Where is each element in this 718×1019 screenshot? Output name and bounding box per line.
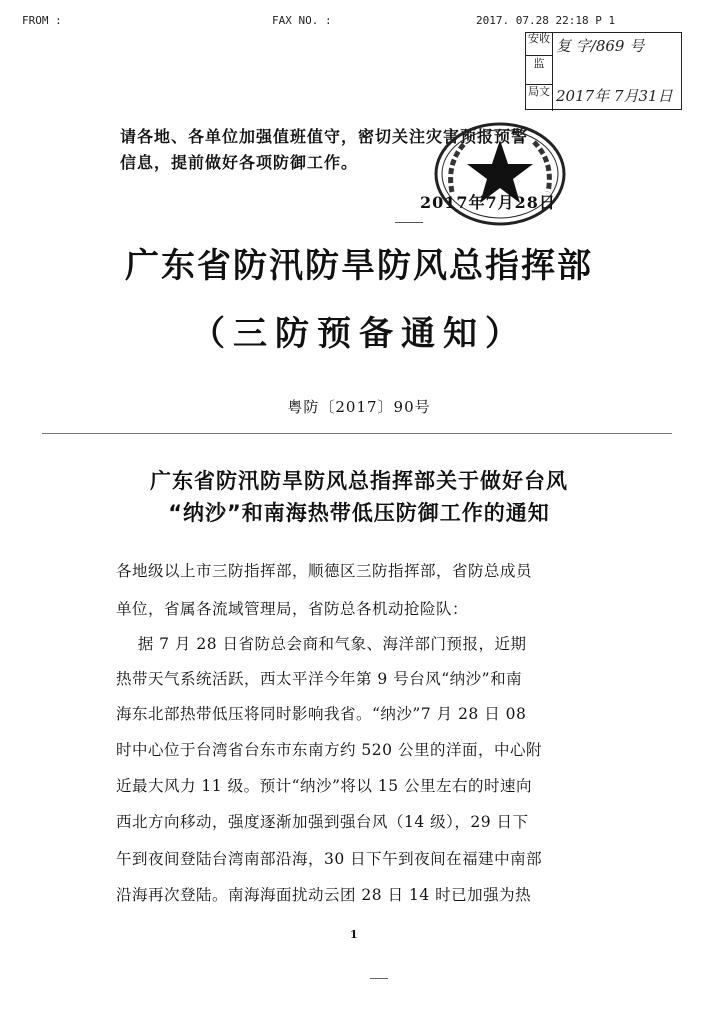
notice-title-line-1: 广东省防汛防旱防风总指挥部关于做好台风 bbox=[150, 469, 568, 493]
notice-title-line-2: “纳沙”和南海热带低压防御工作的通知 bbox=[168, 501, 550, 525]
divider-main bbox=[42, 433, 672, 434]
body-line: 沿海再次登陆。南海海面扰动云团 28 日 14 时已加强为热 bbox=[116, 886, 532, 904]
signing-date: 2017年7月28日 bbox=[420, 193, 556, 212]
intro-line-2: 信息，提前做好各项防御工作。 bbox=[120, 153, 359, 172]
page-number: 1 bbox=[350, 928, 358, 941]
fax-from: FROM : bbox=[22, 14, 62, 27]
stamp-received-date: 2017年 7月31日 bbox=[556, 87, 673, 105]
body-line: 热带天气系统活跃，西太平洋今年第 9 号台风“纳沙”和南 bbox=[116, 670, 523, 688]
intro-line-1: 请各地、各单位加强值班值守，密切关注灾害预报预警 bbox=[120, 127, 529, 146]
fax-datetime: 2017. 07.28 22:18 P 1 bbox=[476, 14, 616, 27]
fax-header bbox=[0, 14, 718, 34]
footer-mark bbox=[370, 978, 388, 979]
body-line: 近最大风力 11 级。预计“纳沙”将以 15 公里左右的时速向 bbox=[116, 777, 533, 795]
page-title: 广东省防汛防旱防风总指挥部 bbox=[125, 246, 593, 286]
divider-short bbox=[395, 222, 423, 223]
receipt-stamp bbox=[525, 32, 682, 110]
body-line: 单位，省属各流域管理局，省防总各机动抢险队： bbox=[116, 600, 469, 618]
body-line: 时中心位于台湾省台东市东南方约 520 公里的洋面，中心附 bbox=[116, 741, 542, 759]
stamp-label-1: 安收 bbox=[526, 33, 553, 56]
stamp-label-2: 监 bbox=[526, 56, 553, 85]
stamp-file-number: 复 字/869 号 bbox=[556, 37, 645, 55]
body-line: 海东北部热带低压将同时影响我省。“纳沙”7 月 28 日 08 bbox=[116, 705, 527, 723]
stamp-label-3: 局文 bbox=[526, 84, 553, 111]
body-line: 各地级以上市三防指挥部，顺德区三防指挥部，省防总成员 bbox=[116, 562, 533, 580]
body-line: 西北方向移动，强度逐渐加强到强台风（14 级），29 日下 bbox=[116, 813, 529, 831]
fax-number: FAX NO. : bbox=[272, 14, 332, 27]
body-line: 午到夜间登陆台湾南部沿海，30 日下午到夜间在福建中南部 bbox=[116, 850, 543, 868]
page-subtitle: （三防预备通知） bbox=[191, 314, 527, 354]
document-number: 粤防〔2017〕90号 bbox=[287, 398, 431, 416]
body-line: 据 7 月 28 日省防总会商和气象、海洋部门预报，近期 bbox=[116, 635, 527, 653]
